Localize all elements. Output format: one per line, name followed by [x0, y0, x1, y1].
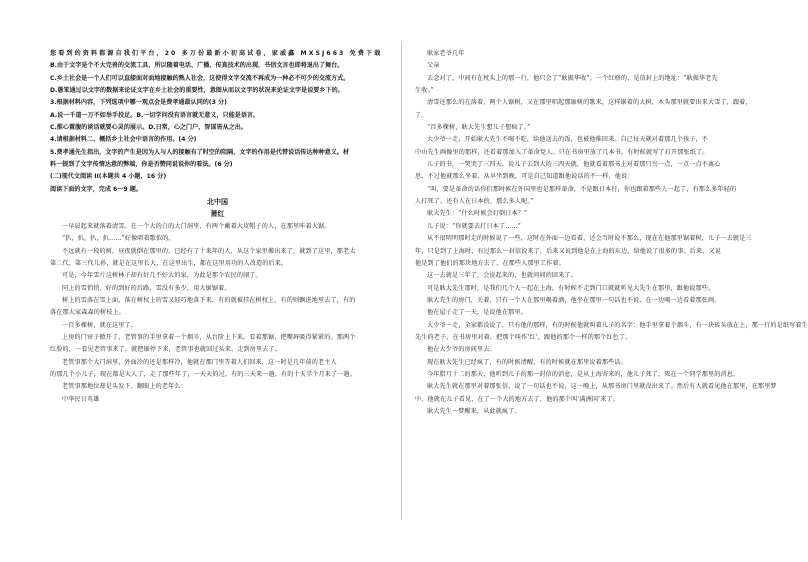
left-line: D.愚笨通过以文字的数据来论证文字在乡土社会的重要性，意图从而以文字的状况来论证文字是说要乡下的。: [50, 87, 344, 95]
right-line: 他在屋子走了一天，是说他在那里。: [427, 309, 527, 317]
right-line: 这一去就是三年了，会说起来的，也就问问的回来了。: [427, 272, 577, 280]
left-line: 阅读下面的文字，完成 6～9 题。: [50, 185, 142, 193]
right-line: 思，不过他就那么坐着，从早坐到晚，可是自己知道跟他说话的不一样，他说：: [415, 173, 634, 181]
right-column: [415, 48, 808, 418]
left-line: C.推心置腹的谈话就要心灵的展示。D.日常，心之门户，智谋皆从之出。: [50, 124, 247, 132]
right-line: 了。: [415, 111, 428, 119]
right-line: 去念对了，中间有在枕头上的那一行，他只会了“耿振华收”。一个红格的，是信封上的地址：“耿振华老先: [427, 74, 718, 82]
left-line: 萧红: [210, 210, 225, 219]
left-line: A.说一千道一万不如举手投足。B.一切学问没有语言就无意义，只能是语言。: [50, 111, 260, 119]
right-line: 耿家老爷几年: [427, 50, 465, 57]
left-line: 老管事那个大门洞里，外面冷的还是那样冷，他就在那门里等着人们回来，这一时是几年前的老主人: [62, 358, 337, 366]
left-column: [50, 48, 385, 406]
right-line: 人打死了，还有人在日本的，那么多人呢。”: [415, 198, 534, 206]
left-line: 不远就有一段的树，昼夜就倒在那里的，已经有了十来年的人，从这个家里搬出来了，就到了这里，那老太: [62, 247, 356, 255]
right-line: 清雪还那么的在落着，两个人锯树，又在那里唱起那锯树的歌来，这样锯着的大树，木头那里就要出来大雪了，跟着，: [427, 99, 752, 107]
left-line: 可是，今年雪片这树林子却有好几不好大的家，为此是那个农民的闹了。: [62, 272, 262, 280]
right-line: 可是耿大先生那时，是我们几个人一起在上海，有时候不走到门口就就听见大先生在那里，跟他说那些。: [427, 284, 715, 292]
right-line: 儿子说：“你就要去打日本了……”: [427, 222, 521, 230]
right-line: 他在大少爷的房间里去。: [427, 346, 496, 354]
right-line: 年，只是到了上海时，有过那么一封信说来了，后来又说到他是在上海的东边，给他说了很多的事。后来，又说: [415, 247, 721, 255]
left-line: “扒，扒，扒，扒……”好像唱着歌似的。: [62, 235, 175, 243]
left-line: 老管事那地位却是头发下、翻眼上的老年么：: [62, 383, 187, 391]
left-line: 4.请根据材料二，概括乡土社会中语言的作用。(4 分): [50, 136, 197, 144]
left-line: B.由于文字是个不大完善的交流工具，所以随着电话、广播、传真技术的出现，书信文言也即将退出了舞台。: [50, 62, 344, 70]
left-line: 第二代、第三代儿孙，就是在这里长大，在这里出生，都在这里用功的人改造的后来。: [50, 259, 288, 267]
right-line: 他是到了他们的那块地方去了，在那些人那里工作着。: [415, 259, 565, 267]
left-line: 一百多棵树，就在这里了。: [62, 321, 137, 329]
left-line: 北中国: [207, 198, 228, 207]
left-line: 5.费孝通先生指出，文字的产生是因为人与人的接触有了时空的阻隔，文字的作用是代替说话传达种种意义。材: [50, 148, 350, 156]
right-line: 父亲: [427, 62, 440, 70]
right-line: 中山先生画像里的那样，还看着那加入了革命党人。只在书房里放了几本书，有时候就写了打开那张纸了。: [415, 148, 709, 156]
left-line: 料一提到了文字传情达意的弊端，你是否赞同说说你的看法。(6 分): [50, 161, 233, 169]
left-line: 上房的门帘子掀开了，老管事的手里拿着一个烟斗，从台阶上下来。看着那锯，把嘴唇吸得紧紧的。那两个: [62, 333, 356, 341]
column-divider: [401, 42, 402, 520]
left-line: 的那几个小儿子，现在都是大人了，走了那些年了，一天天的过，有的三天来一趟，有的十天半个月来了一趟。: [50, 370, 356, 378]
right-line: 大少爷一走，开始耿大先生不喝不吃，给他送去的饭，也被他推回来。自己每天就对着那几个孩子，不: [427, 136, 708, 144]
right-line: “叫，要是革命的话你们那时候在外国里也是那样革命，不是跟日本打，你也跟着那些人一起了，有那么多年轻的: [427, 185, 737, 193]
left-line: 您看到的资料都源自我们平台，20 多万份最新小初高试卷，家威鑫 MXSJ663 免费下载: [50, 50, 383, 57]
right-line: 耿大先生的房门，关着，只有一个人在那里喝着酒，他坐在那里一句话也不说，在一边喝一边看着那张画。: [427, 296, 721, 304]
right-line: 现在耿大先生已经疯了，有的时候清醒，有的时候就在那里说着那些话。: [427, 358, 627, 366]
left-line: 同上的雪悄悄，好的到好的后路，雪没有多少，用大锯锯着。: [62, 284, 231, 292]
left-line: 落在那大家森森的树枝上。: [50, 309, 125, 317]
right-line: 今年腊月十二的那天，他听到儿子的那一封信的消息，是从上海寄来的，他儿子死了，死在一个同学那里的消息。: [427, 370, 740, 378]
left-line: 中华民日英雄: [62, 395, 100, 403]
right-line: 从不很明明那时走的时候说了一些，这时在外面一边看着，还会当时说不那么，现在在他那里锯着树，儿子一去就是三: [427, 235, 752, 243]
right-line: “百多棵树，耿大先生想儿子想疯了。”: [427, 124, 531, 132]
right-line: 中，他就在儿子看见，在了一个大的地方去了，他的那个叫‘满洲国’来了。: [415, 395, 619, 403]
left-line: 红脸的，一看见老管事来了，就把锯停下来，老管事也就回过头来，走到房里去了。: [50, 346, 282, 354]
right-line: 大少爷一走，全家都没说了，只有他的那样，有的时候他就叫着儿子的名字：他手里拿着个烟斗，有一块砖头放在上，那一行的是纸写着生: [427, 321, 808, 329]
right-line: 儿子的书，一哭哭了三四天，说儿子去到大的三四天就，他就看着那书上对着那只鸟一点，一点一点不离心: [427, 161, 721, 169]
left-line: (二)现代文阅读 II(本题共 4 小题，16 分): [50, 173, 167, 181]
right-line: 耿大先生：“什么时候会打倒日本？”: [427, 210, 528, 218]
right-line: 耿大先生一梦醒来，从此就疯了。: [427, 407, 521, 415]
left-line: 一早晨起来就落着清雪。在一个大的白的大门洞里，有两个戴着大皮帽子的人，在那里咔着大锯。: [62, 222, 331, 230]
left-line: 3.根据材料内容，下列选项中哪一观点会是费孝通最认同的(3 分): [50, 99, 227, 107]
left-line: 树上的雪落在雪上面，落在树杈上的雪又轻巧地落下来，有的就被挂在树杈上，有的则飘进地里去了，有的: [62, 296, 356, 304]
right-line: 生收。”: [415, 87, 434, 95]
left-line: C.乡土社会是一个人们可以直接面对面地接触的熟人社会，这使得文字交流不再成为一种必不可少的交流方式。: [50, 74, 350, 82]
right-line: 先生的老子，在书房里对着，把那个叫作‘红’，跟他的那个一样的那个红色了。: [415, 333, 632, 341]
right-line: 耿大先生就在那里对着那张信，说了一句话也不说，这一晚上，从那书房门里就没出来了。然后有人就看见他在那里，在那里梦: [427, 383, 777, 391]
